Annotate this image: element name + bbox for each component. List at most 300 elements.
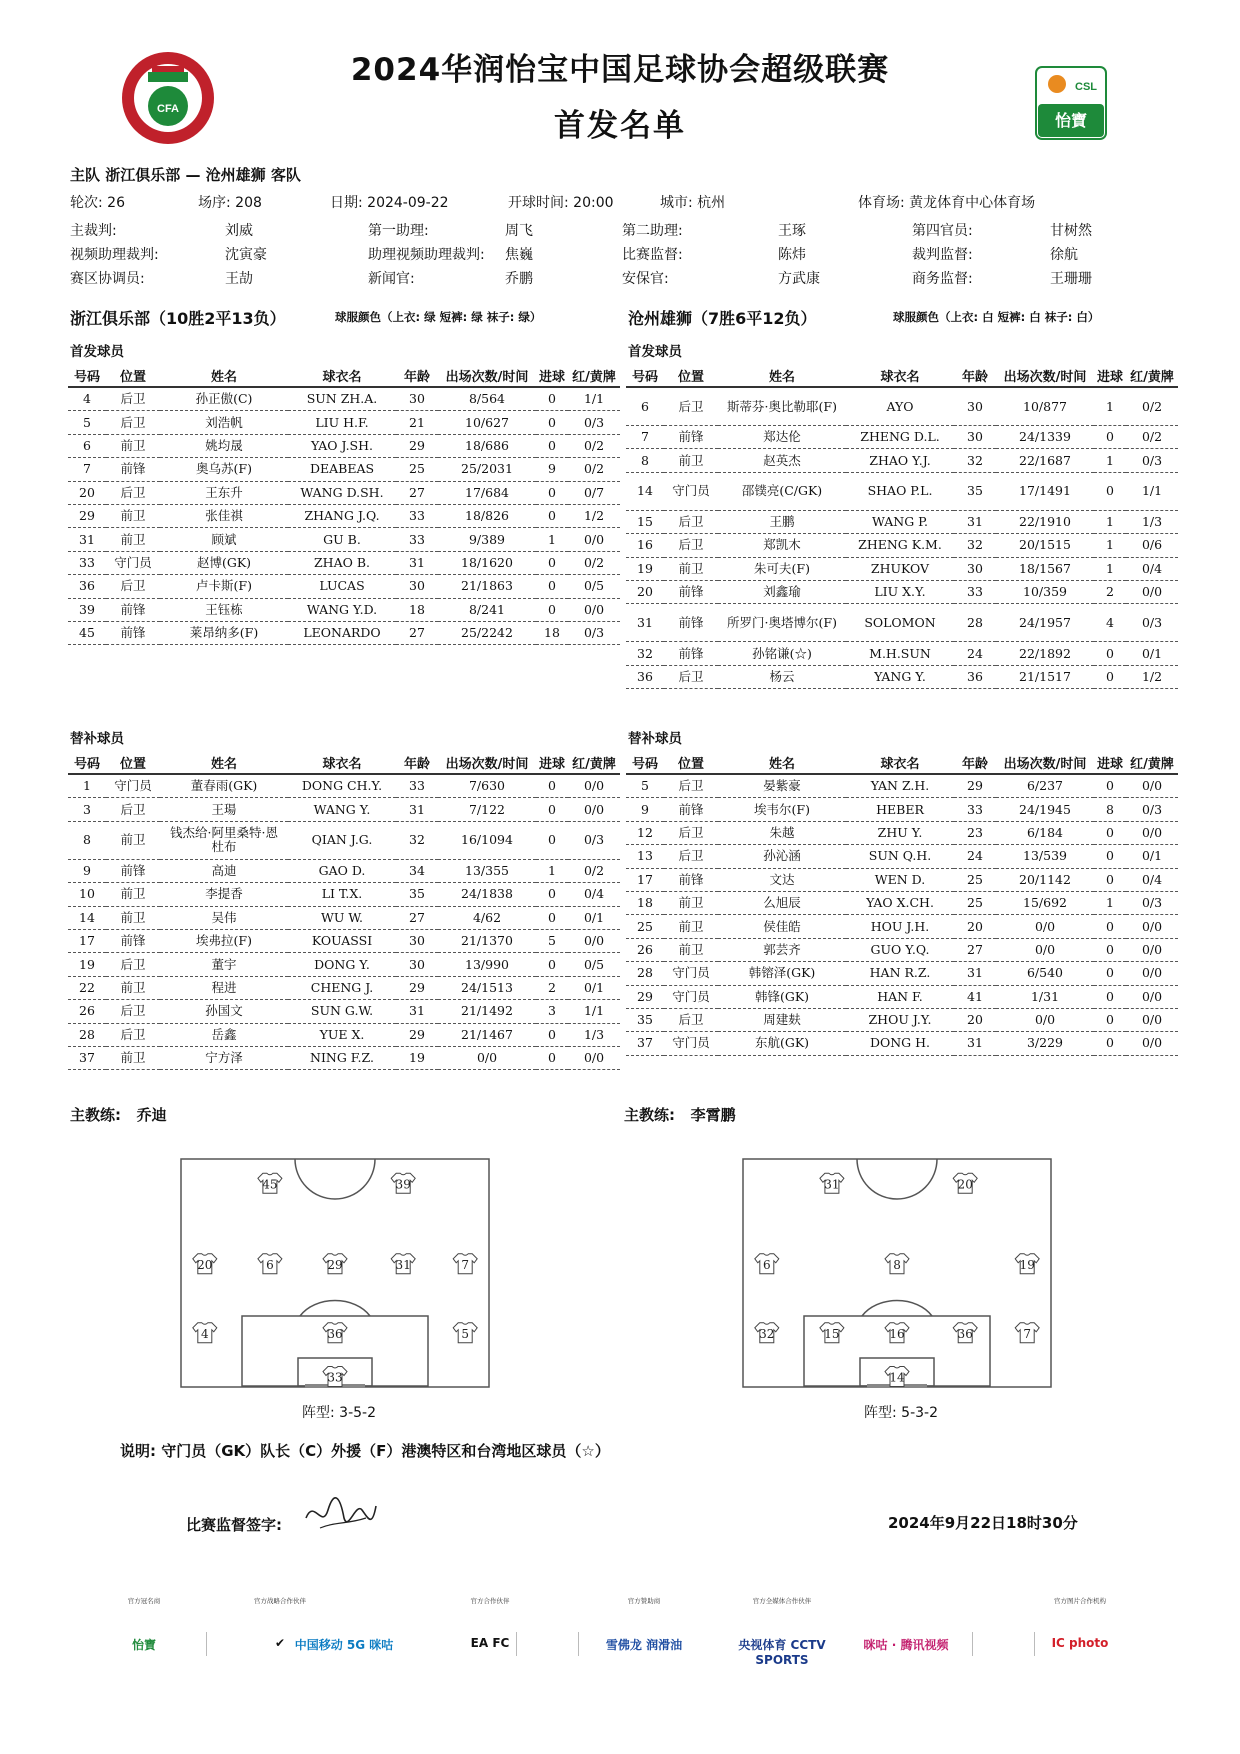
player-cell: 0 <box>1094 642 1126 665</box>
official-name: 王劼 <box>225 271 253 287</box>
shirt-number: 20 <box>957 1177 973 1192</box>
match-date: 日期: 2024-09-22 <box>330 195 449 211</box>
player-cell: 朱越 <box>718 821 846 844</box>
player-row <box>626 985 1178 1008</box>
player-cell: CHENG J. <box>288 976 396 999</box>
player-cell: 前卫 <box>664 891 718 914</box>
player-cell: 0/0 <box>568 774 620 798</box>
player-cell: 守门员 <box>664 472 718 510</box>
away-formation: 阵型: 5-3-2 <box>864 1405 938 1421</box>
player-cell: 20/1142 <box>996 868 1094 891</box>
player-cell: 0 <box>536 821 568 859</box>
player-cell: 莱昂纳多(F) <box>160 621 288 644</box>
player-cell: WANG Y.D. <box>288 598 396 621</box>
home-formation: 阵型: 3-5-2 <box>302 1405 376 1421</box>
shirt-number: 29 <box>327 1257 343 1272</box>
penalty-arc <box>300 1301 370 1316</box>
player-shirt <box>391 1254 415 1274</box>
player-cell: 1/3 <box>1126 510 1178 533</box>
sponsor-logo: 中国移动 5G 咪咕 <box>294 1638 394 1652</box>
player-row <box>626 868 1178 891</box>
sponsor-divider <box>206 1632 207 1656</box>
player-cell: 10/359 <box>996 580 1094 603</box>
player-cell: 前卫 <box>664 915 718 938</box>
player-cell: 8/241 <box>438 598 536 621</box>
player-shirt <box>258 1173 282 1193</box>
player-cell: 后卫 <box>664 1008 718 1031</box>
player-cell: ZHAO Y.J. <box>846 449 954 472</box>
player-cell: 后卫 <box>664 774 718 798</box>
shirt-number: 8 <box>893 1257 901 1272</box>
player-cell: 13 <box>626 845 664 868</box>
player-cell: 4/62 <box>438 906 536 929</box>
sponsor-category-label: 官方合作伙伴 <box>470 1597 510 1605</box>
player-cell: 0/7 <box>568 481 620 504</box>
player-cell: 0/4 <box>1126 868 1178 891</box>
player-row <box>68 1046 620 1069</box>
player-cell: 前锋 <box>106 929 160 952</box>
player-cell: 6/237 <box>996 774 1094 798</box>
player-cell: 0 <box>1094 938 1126 961</box>
player-cell: 6 <box>626 387 664 426</box>
shirt-number: 33 <box>327 1370 343 1385</box>
shirt-number: 36 <box>957 1326 973 1341</box>
player-cell: 8 <box>626 449 664 472</box>
player-cell: 张佳祺 <box>160 504 288 527</box>
away-starters-heading: 首发球员 <box>628 344 682 360</box>
player-row <box>626 472 1178 510</box>
player-shirt <box>193 1323 217 1343</box>
official-name: 焦巍 <box>505 247 533 263</box>
player-row <box>68 481 620 504</box>
player-cell: 后卫 <box>106 953 160 976</box>
player-cell: 27 <box>396 906 438 929</box>
legend-note: 说明: 守门员（GK）队长（C）外援（F）港澳特区和台湾地区球员（☆） <box>120 1442 610 1460</box>
player-cell: LEONARDO <box>288 621 396 644</box>
player-cell: 东航(GK) <box>718 1032 846 1055</box>
player-cell: 0/4 <box>568 883 620 906</box>
player-cell: SOLOMON <box>846 604 954 642</box>
player-cell: GAO D. <box>288 859 396 882</box>
player-cell: 25 <box>954 868 996 891</box>
player-cell: 0 <box>536 1046 568 1069</box>
player-row <box>626 821 1178 844</box>
player-cell: 王钰栋 <box>160 598 288 621</box>
player-cell: 0 <box>536 953 568 976</box>
home-kit-colors: 球服颜色（上衣: 绿 短裤: 绿 袜子: 绿） <box>335 310 542 324</box>
player-cell: 23 <box>954 821 996 844</box>
player-cell: 奥乌苏(F) <box>160 458 288 481</box>
player-cell: 33 <box>954 798 996 821</box>
player-cell: 0 <box>536 1023 568 1046</box>
player-cell: 30 <box>954 387 996 426</box>
player-cell: 0/6 <box>1126 534 1178 557</box>
player-cell: 王东升 <box>160 481 288 504</box>
player-row <box>68 458 620 481</box>
player-cell: 后卫 <box>106 1023 160 1046</box>
player-cell: 前锋 <box>106 621 160 644</box>
player-cell: 邵镤亮(C/GK) <box>718 472 846 510</box>
player-cell: 前锋 <box>664 642 718 665</box>
player-cell: 后卫 <box>106 575 160 598</box>
player-cell: 前卫 <box>106 504 160 527</box>
player-cell: 9 <box>68 859 106 882</box>
player-cell: 守门员 <box>106 551 160 574</box>
shirt-number: 39 <box>395 1177 411 1192</box>
player-row <box>626 915 1178 938</box>
player-cell: 1/31 <box>996 985 1094 1008</box>
player-cell: 1/2 <box>1126 665 1178 688</box>
official-role-label: 第一助理: <box>368 223 429 239</box>
official-role-label: 赛区协调员: <box>70 271 145 287</box>
matchup-line: 主队 浙江俱乐部 — 沧州雄狮 客队 <box>70 166 301 184</box>
player-cell: 12 <box>626 821 664 844</box>
player-row <box>68 929 620 952</box>
player-cell: 0/0 <box>1126 985 1178 1008</box>
player-cell: YANG Y. <box>846 665 954 688</box>
player-row <box>626 534 1178 557</box>
player-cell: 0 <box>1094 962 1126 985</box>
player-cell: 8/564 <box>438 387 536 411</box>
player-cell: 1 <box>536 859 568 882</box>
player-cell: 18 <box>536 621 568 644</box>
signature-label: 比赛监督签字: <box>186 1516 282 1534</box>
player-cell: 27 <box>954 938 996 961</box>
player-cell: 21/1370 <box>438 929 536 952</box>
player-cell: 18/1620 <box>438 551 536 574</box>
player-cell: 24/1957 <box>996 604 1094 642</box>
player-cell: 22/1892 <box>996 642 1094 665</box>
player-cell: 25 <box>396 458 438 481</box>
player-shirt <box>820 1173 844 1193</box>
player-cell: 前锋 <box>664 798 718 821</box>
player-cell: 前卫 <box>106 528 160 551</box>
player-cell: 31 <box>396 551 438 574</box>
player-row <box>626 1032 1178 1055</box>
player-cell: 埃韦尔(F) <box>718 798 846 821</box>
player-cell: 0/3 <box>1126 891 1178 914</box>
city: 城市: 杭州 <box>660 195 726 211</box>
player-cell: 30 <box>396 575 438 598</box>
table-header-row <box>626 751 1178 774</box>
center-circle-arc <box>857 1159 937 1199</box>
player-cell: 31 <box>396 1000 438 1023</box>
player-cell: WU W. <box>288 906 396 929</box>
player-cell: M.H.SUN <box>846 642 954 665</box>
player-cell: 顾斌 <box>160 528 288 551</box>
player-cell: 30 <box>954 557 996 580</box>
player-row <box>68 1000 620 1023</box>
player-row <box>68 906 620 929</box>
player-cell: 17/1491 <box>996 472 1094 510</box>
player-cell: 17 <box>68 929 106 952</box>
player-row <box>68 528 620 551</box>
round-info: 轮次: 26 <box>70 195 125 211</box>
player-cell: 0/0 <box>1126 938 1178 961</box>
player-cell: 董春雨(GK) <box>160 774 288 798</box>
player-cell: ZHU Y. <box>846 821 954 844</box>
column-header: 进球 <box>1094 364 1126 387</box>
player-cell: 周建麸 <box>718 1008 846 1031</box>
player-row <box>68 621 620 644</box>
player-cell: 18 <box>626 891 664 914</box>
player-shirt <box>323 1367 347 1387</box>
player-row <box>626 580 1178 603</box>
column-header: 出场次数/时间 <box>996 364 1094 387</box>
column-header: 年龄 <box>954 364 996 387</box>
player-cell: 文达 <box>718 868 846 891</box>
player-cell: 25 <box>954 891 996 914</box>
player-cell: 0 <box>1094 1032 1126 1055</box>
player-cell: 0/0 <box>1126 1008 1178 1031</box>
player-cell: 韩锋(GK) <box>718 985 846 1008</box>
stadium: 体育场: 黄龙体育中心体育场 <box>858 195 1036 211</box>
shirt-number: 45 <box>262 1177 278 1192</box>
home-subs-table <box>68 751 620 1070</box>
player-cell: 0/3 <box>568 621 620 644</box>
player-row <box>626 891 1178 914</box>
player-cell: 前卫 <box>664 557 718 580</box>
player-cell: 所罗门·奥塔博尔(F) <box>718 604 846 642</box>
player-row <box>626 962 1178 985</box>
player-cell: 30 <box>396 929 438 952</box>
player-cell: 前卫 <box>106 1046 160 1069</box>
column-header: 位置 <box>664 364 718 387</box>
player-cell: 27 <box>396 621 438 644</box>
player-cell: 赵英杰 <box>718 449 846 472</box>
sponsor-divider <box>578 1632 579 1656</box>
player-cell: 0/0 <box>568 929 620 952</box>
column-header: 球衣名 <box>846 751 954 774</box>
player-cell: LIU X.Y. <box>846 580 954 603</box>
player-cell: SHAO P.L. <box>846 472 954 510</box>
player-cell: 0/3 <box>1126 798 1178 821</box>
player-cell: 31 <box>396 798 438 821</box>
player-cell: 37 <box>68 1046 106 1069</box>
player-row <box>68 551 620 574</box>
player-cell: 21/1467 <box>438 1023 536 1046</box>
away-coach: 主教练: 李霄鹏 <box>624 1106 736 1124</box>
player-shirt <box>323 1323 347 1343</box>
official-name: 周飞 <box>505 223 533 239</box>
player-cell: 0/3 <box>1126 449 1178 472</box>
player-cell: 41 <box>954 985 996 1008</box>
player-cell: ZHENG D.L. <box>846 426 954 449</box>
column-header: 姓名 <box>718 751 846 774</box>
column-header: 号码 <box>68 364 106 387</box>
player-cell: DONG H. <box>846 1032 954 1055</box>
player-cell: 韩镕泽(GK) <box>718 962 846 985</box>
player-cell: 0 <box>1094 985 1126 1008</box>
player-cell: 0/1 <box>568 906 620 929</box>
shirt-number: 36 <box>327 1326 343 1341</box>
player-cell: 守门员 <box>664 1032 718 1055</box>
player-cell: 1 <box>1094 510 1126 533</box>
sponsor-category-label: 官方战略合作伙伴 <box>254 1597 306 1605</box>
player-row <box>68 774 620 798</box>
player-cell: ZHAO B. <box>288 551 396 574</box>
player-shirt <box>885 1254 909 1274</box>
player-cell: 25/2031 <box>438 458 536 481</box>
player-cell: 0 <box>536 598 568 621</box>
player-cell: 33 <box>396 504 438 527</box>
player-cell: 0/5 <box>568 575 620 598</box>
column-header: 位置 <box>106 751 160 774</box>
player-cell: 0 <box>1094 845 1126 868</box>
player-cell: 15/692 <box>996 891 1094 914</box>
sponsor-category-label: 官方冠名商 <box>127 1597 161 1605</box>
sponsor-category-label: 官方图片合作机构 <box>1054 1597 1106 1605</box>
player-cell: 后卫 <box>106 387 160 411</box>
player-cell: 9 <box>536 458 568 481</box>
center-circle-arc <box>295 1159 375 1199</box>
column-header: 姓名 <box>160 364 288 387</box>
player-cell: GUO Y.Q. <box>846 938 954 961</box>
player-cell: 33 <box>396 528 438 551</box>
player-cell: 前锋 <box>106 598 160 621</box>
player-cell: 岳鑫 <box>160 1023 288 1046</box>
official-role-label: 视频助理裁判: <box>70 247 159 263</box>
player-cell: ZHANG J.Q. <box>288 504 396 527</box>
player-cell: 13/539 <box>996 845 1094 868</box>
player-row <box>68 411 620 434</box>
player-cell: 前锋 <box>664 604 718 642</box>
shirt-number: 7 <box>1023 1326 1032 1341</box>
official-name: 王琢 <box>778 223 806 239</box>
player-cell: 0 <box>1094 665 1126 688</box>
player-row <box>68 387 620 411</box>
column-header: 红/黄牌 <box>568 364 620 387</box>
player-row <box>626 642 1178 665</box>
player-cell: 刘浩帆 <box>160 411 288 434</box>
svg-text:CSL: CSL <box>1075 81 1097 93</box>
player-cell: 后卫 <box>664 387 718 426</box>
player-cell: 卢卡斯(F) <box>160 575 288 598</box>
player-cell: 0/2 <box>1126 387 1178 426</box>
player-cell: 10/627 <box>438 411 536 434</box>
player-cell: 31 <box>68 528 106 551</box>
player-cell: LIU H.F. <box>288 411 396 434</box>
column-header: 号码 <box>626 751 664 774</box>
player-cell: 45 <box>68 621 106 644</box>
player-cell: 20 <box>626 580 664 603</box>
player-cell: 埃弗拉(F) <box>160 929 288 952</box>
away-starters-table <box>626 364 1178 689</box>
player-cell: NING F.Z. <box>288 1046 396 1069</box>
player-cell: 20 <box>954 915 996 938</box>
player-cell: 后卫 <box>106 1000 160 1023</box>
away-subs-table <box>626 751 1178 1056</box>
player-cell: 21/1517 <box>996 665 1094 688</box>
shirt-number: 19 <box>1019 1257 1035 1272</box>
shirt-number: 4 <box>200 1326 209 1341</box>
player-cell: 7/630 <box>438 774 536 798</box>
player-cell: 1 <box>536 528 568 551</box>
player-cell: 0/2 <box>568 551 620 574</box>
player-cell: 0/0 <box>1126 774 1178 798</box>
player-cell: 赵博(GK) <box>160 551 288 574</box>
shirt-number: 6 <box>266 1257 274 1272</box>
table-header-row <box>68 364 620 387</box>
player-cell: 0 <box>1094 426 1126 449</box>
player-cell: ZHOU J.Y. <box>846 1008 954 1031</box>
player-cell: 17 <box>626 868 664 891</box>
player-cell: 33 <box>396 774 438 798</box>
player-cell: WANG Y. <box>288 798 396 821</box>
player-cell: 31 <box>626 604 664 642</box>
penalty-arc <box>862 1301 932 1316</box>
player-cell: 18/826 <box>438 504 536 527</box>
player-cell: 32 <box>396 821 438 859</box>
player-cell: 前卫 <box>106 906 160 929</box>
player-cell: 郑达伦 <box>718 426 846 449</box>
player-cell: 32 <box>626 642 664 665</box>
away-formation-pitch <box>742 1158 1052 1388</box>
player-row <box>626 449 1178 472</box>
column-header: 年龄 <box>396 751 438 774</box>
player-cell: 前锋 <box>106 859 160 882</box>
player-cell: 20 <box>954 1008 996 1031</box>
column-header: 位置 <box>106 364 160 387</box>
player-cell: 王鹏 <box>718 510 846 533</box>
shirt-number: 6 <box>762 1257 771 1272</box>
player-cell: YAN Z.H. <box>846 774 954 798</box>
table-header-row <box>68 751 620 774</box>
player-cell: 0/0 <box>1126 821 1178 844</box>
kickoff-time: 开球时间: 20:00 <box>508 195 614 211</box>
player-cell: KOUASSI <box>288 929 396 952</box>
player-row <box>626 938 1178 961</box>
player-cell: 8 <box>1094 798 1126 821</box>
player-cell: DEABEAS <box>288 458 396 481</box>
official-name: 刘威 <box>225 223 253 239</box>
official-name: 方武康 <box>778 271 820 287</box>
official-name: 王珊珊 <box>1050 271 1092 287</box>
player-cell: 6/540 <box>996 962 1094 985</box>
home-starters-heading: 首发球员 <box>70 344 124 360</box>
sponsor-category-label: 官方赞助商 <box>627 1597 661 1605</box>
player-shirt <box>453 1323 477 1343</box>
player-cell: 32 <box>954 534 996 557</box>
player-cell: 1 <box>1094 449 1126 472</box>
player-cell: 22/1687 <box>996 449 1094 472</box>
official-role-label: 安保官: <box>622 271 669 287</box>
player-row <box>68 504 620 527</box>
player-row <box>68 598 620 621</box>
player-cell: 0 <box>536 434 568 457</box>
player-cell: 0/3 <box>568 821 620 859</box>
player-cell: 1/1 <box>568 387 620 411</box>
player-cell: 34 <box>396 859 438 882</box>
player-cell: 24 <box>954 642 996 665</box>
player-cell: 30 <box>396 387 438 411</box>
player-cell: 0 <box>536 387 568 411</box>
shirt-number: 31 <box>824 1177 840 1192</box>
document-subtitle: 首发名单 <box>554 108 686 144</box>
player-cell: HOU J.H. <box>846 915 954 938</box>
player-cell: 35 <box>626 1008 664 1031</box>
player-cell: YAO J.SH. <box>288 434 396 457</box>
player-cell: 孙正傲(C) <box>160 387 288 411</box>
player-cell: 么旭辰 <box>718 891 846 914</box>
player-cell: LUCAS <box>288 575 396 598</box>
player-cell: 前卫 <box>664 938 718 961</box>
shirt-number: 15 <box>824 1326 840 1341</box>
player-cell: 18/1567 <box>996 557 1094 580</box>
player-row <box>68 798 620 821</box>
player-row <box>626 557 1178 580</box>
official-role-label: 助理视频助理裁判: <box>368 247 485 263</box>
